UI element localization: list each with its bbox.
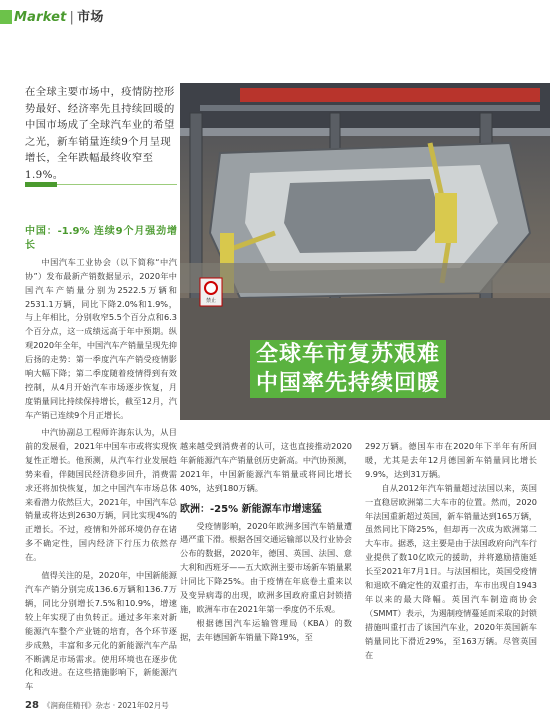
page-footer bbox=[25, 700, 169, 711]
intro-paragraph: 在全球主要市场中，疫情防控形势最好、经济率先且持续回暖的中国市场成了全球汽车业的希望之光，新车销量连续9个月呈现增长，全年跌幅最终收窄至1.9%。 bbox=[25, 86, 175, 181]
col2-continued: 越来越受到消费者的认可，这也直接推动2020年新能源汽车产销量创历史新高。中汽协预测，2021年，中国新能源汽车销量或将同比增长40%，达到180万辆。 bbox=[180, 441, 352, 493]
column-1-lower bbox=[25, 426, 177, 694]
page-number: 28 bbox=[25, 700, 39, 711]
section-header bbox=[14, 6, 104, 25]
china-heading: 中国：-1.9% 连续9个月强劲增长 bbox=[25, 226, 177, 251]
headline-line-2: 中国率先持续回暖 bbox=[250, 369, 446, 398]
header-en: Market bbox=[14, 10, 67, 25]
photo-headline bbox=[228, 340, 468, 398]
headline-line-1: 全球车市复苏艰难 bbox=[250, 340, 446, 369]
header-cn: 市场 bbox=[77, 10, 104, 25]
europe-heading: 欧洲：-25% 新能源车市增速猛 bbox=[180, 503, 322, 515]
col3-continued: 292万辆。德国车市在2020年下半年有所回暖，尤其是去年12月德国新车销量同比增长9.9%，达到31万辆。 bbox=[365, 441, 537, 479]
column-2 bbox=[180, 440, 352, 645]
header-accent-bar bbox=[0, 10, 12, 24]
section-divider bbox=[25, 182, 177, 189]
europe-paragraph-2: 根据德国汽车运输管理局（KBA）的数据，去年德国新车销量下降19%，至 bbox=[180, 617, 352, 642]
europe-paragraph-1: 受疫情影响，2020年欧洲多国汽车销量遭遇严重下滑。根据各国交通运输部以及行业协会公布的数据，2020年，德国、英国、法国、意大利和西班牙——五大欧洲主要市场新车销量累计同比下降25%。由于疫情在年底卷土重来以及变异病毒的出现，欧洲多国政府重启封锁措施，欧洲车市在2021年第一季度仍不乐观。 bbox=[180, 520, 352, 614]
footer-text: 《润商佳精刊》杂志 · 2021年02月号 bbox=[42, 701, 169, 710]
col3-paragraph-2: 自从2012年汽车销量超过法国以来，英国一直稳居欧洲第二大车市的位置。然而，2020年法国重新超过英国，新车销量达到165万辆，虽然同比下降25%，但却再一次成为欧洲第二大车市。据悉，这主要是由于法国政府向汽车行业提供了数10亿欧元的援助，并将邀励措施延长至2021年7月1日。与法国相比，英国受疫情和退欧不确定性的双重打击，车市出现自1943年以来的最大降幅。英国汽车制造商协会（SMMT）表示，为遏制疫情蔓延而采取的封锁措施叫重打击了该国汽车业，2020年英国新车销量同比下滑近29%，至163万辆。尽管英国在 bbox=[365, 482, 537, 660]
column-1 bbox=[25, 225, 177, 423]
header-sep: | bbox=[69, 10, 75, 25]
china-paragraph-3: 值得关注的是，2020年，中国新能源汽车产销分别完成136.6万辆和136.7万辆，同比分别增长7.5%和10.9%，增速较上年实现了由负转正。通过多年来对新能源汽车整个产业链的培育，各个环节逐步成熟，丰富和多元化的新能源汽车产品不断满足市场需求。使用环境也在逐步优化和改进。在这些措施影响下，新能源汽车 bbox=[25, 570, 177, 692]
column-3 bbox=[365, 440, 537, 663]
warning-sign-text: 禁止 bbox=[205, 298, 217, 304]
china-paragraph-1: 中国汽车工业协会（以下简称“中汽协”）发布最新产销数据显示，2020年中国汽车产销量分别为2522.5万辆和2531.1万辆，同比下降2.0%和1.9%，与上年相比，分别收窄5.5个百分点和6.3个百分点，这一成绩远高于年中预期。纵观2020年全年，中国汽车产销量呈现先抑后扬的走势：第一季度汽车产销受疫情影响大幅下降；第二季度随着疫情得到有效控制，从4月开始汽车市场逐步恢复，月度销量同比持续保持增长，截至12月，汽车产销已连续9个月正增长。 bbox=[25, 256, 177, 420]
china-paragraph-2: 中汽协副总工程师许海东认为，从目前的发展看，2021年中国车市或将实现恢复性正增长。他预测，从汽车行业发展趋势来看，伴随国民经济稳步回升，消费需求还将加快恢复，加之中国汽车市场总体来看潜力依然巨大，2021年，中国汽车总销量或将达到2630万辆，同比实现4%的正增长。不过，疫情和外部环境仍存在诸多不确定性，国内经济下行压力依然存在。 bbox=[25, 427, 177, 563]
